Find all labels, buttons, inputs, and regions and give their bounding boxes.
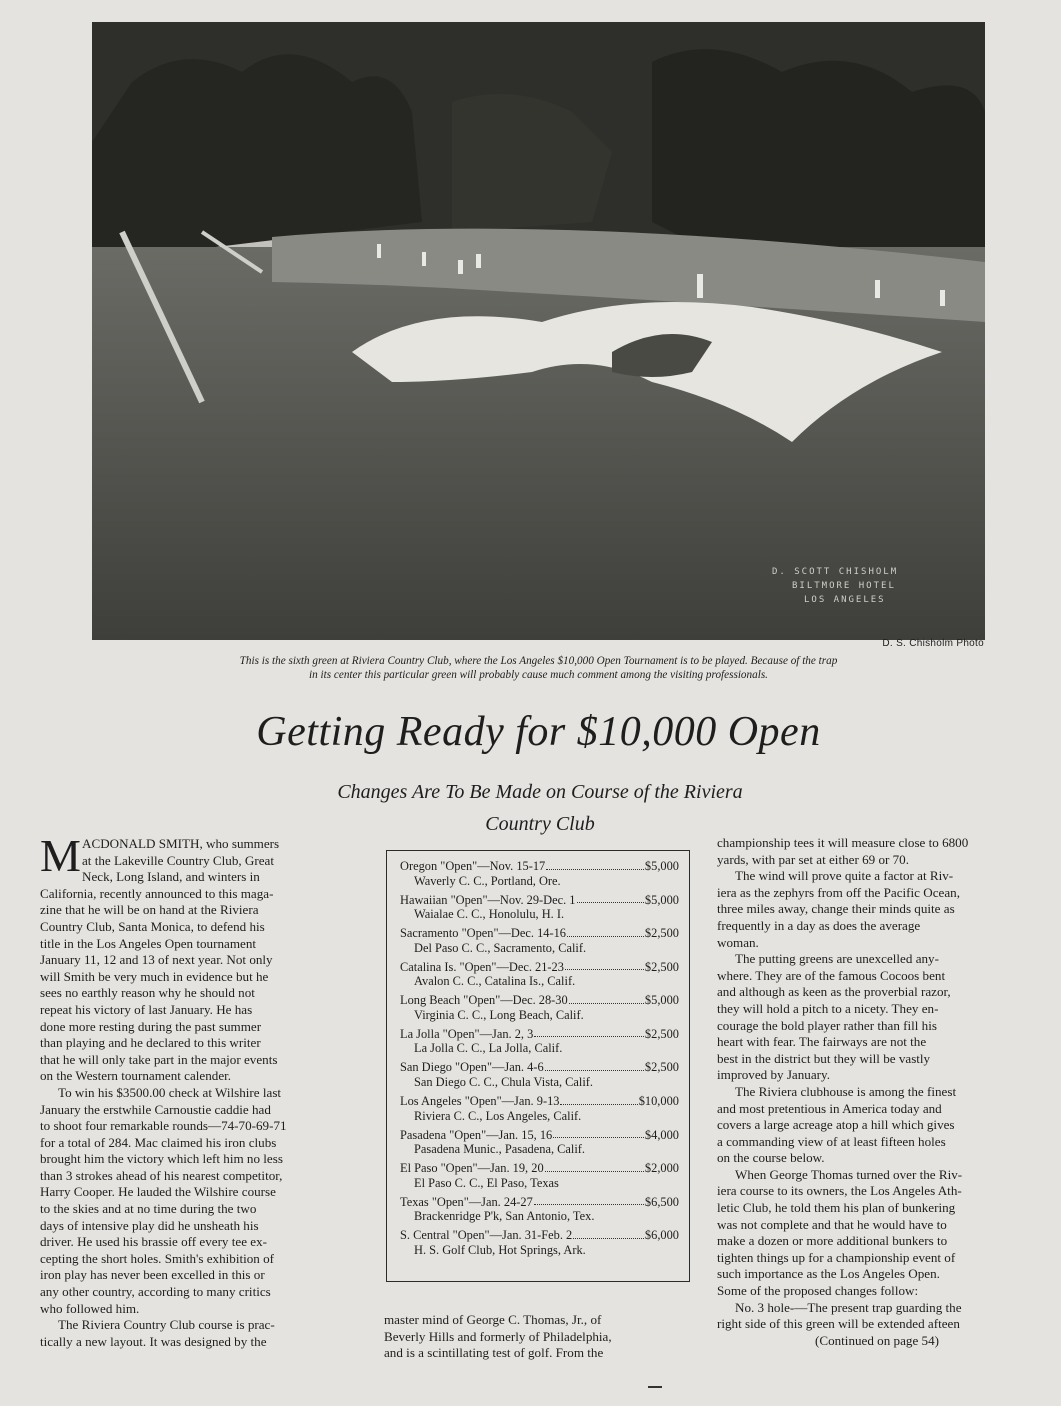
tournament-venue: Brackenridge P'k, San Antonio, Tex. bbox=[414, 1209, 595, 1224]
text-line: done more resting during the past summer bbox=[40, 1018, 262, 1034]
schedule-row bbox=[400, 1228, 679, 1243]
text-line: (Continued on page 54) bbox=[814, 1332, 939, 1348]
tournament-name: La Jolla "Open"—Jan. 2, 3 bbox=[400, 1026, 534, 1041]
tournament-name: San Diego "Open"—Jan. 4-6 bbox=[400, 1060, 544, 1075]
tournament-venue: El Paso C. C., El Paso, Texas bbox=[414, 1175, 559, 1190]
leader-dots bbox=[546, 859, 644, 870]
text-line: letic Club, he told them his plan of bunkering bbox=[717, 1200, 956, 1216]
text-line: The wind will prove quite a factor at Riv- bbox=[735, 868, 954, 884]
text-line: January 11, 12 and 13 of next year. Not only bbox=[40, 952, 273, 968]
tournament-purse: $5,000 bbox=[644, 892, 679, 907]
text-line: to the skies and at no time during the two bbox=[40, 1201, 257, 1217]
column-3 bbox=[717, 835, 1037, 1349]
text-line: When George Thomas turned over the Riv- bbox=[735, 1166, 963, 1182]
leader-dots bbox=[577, 893, 644, 904]
text-line: zine that he will be on hand at the Riviera bbox=[40, 902, 259, 918]
text-line: three miles away, change their minds quite as bbox=[717, 901, 955, 917]
leader-dots bbox=[553, 1128, 644, 1139]
text-line: California, recently announced to this maga- bbox=[40, 885, 274, 901]
text-line: Harry Cooper. He lauded the Wilshire course bbox=[40, 1184, 276, 1200]
text-line: and most pretentious in America today and bbox=[717, 1100, 942, 1116]
photo-caption bbox=[92, 654, 985, 682]
tournament-purse: $5,000 bbox=[644, 993, 679, 1008]
text-line: The putting greens are unexcelled any- bbox=[735, 951, 939, 967]
text-line: such importance as the Los Angeles Open. bbox=[717, 1266, 940, 1282]
tournament-venue: H. S. Golf Club, Hot Springs, Ark. bbox=[414, 1242, 586, 1257]
schedule-row bbox=[400, 1161, 679, 1176]
text-line: To win his $3500.00 check at Wilshire last bbox=[58, 1084, 282, 1100]
text-line: Beverly Hills and formerly of Philadelphia, bbox=[384, 1328, 612, 1344]
text-line: The Riviera Country Club course is prac- bbox=[58, 1317, 275, 1333]
golf-green-photo bbox=[92, 22, 985, 640]
tournament-purse: $10,000 bbox=[638, 1094, 679, 1109]
leader-dots bbox=[565, 960, 644, 971]
schedule-entry bbox=[400, 1027, 679, 1056]
tournament-name: Sacramento "Open"—Dec. 14-16 bbox=[400, 926, 566, 941]
text-line: on the Western tournament calender. bbox=[40, 1068, 232, 1084]
tournament-venue: Waverly C. C., Portland, Ore. bbox=[414, 873, 561, 888]
page-dash bbox=[648, 1386, 662, 1388]
leader-dots bbox=[534, 1195, 644, 1206]
tournament-name: Catalina Is. "Open"—Dec. 21-23 bbox=[400, 959, 564, 974]
schedule-entry bbox=[400, 1128, 679, 1157]
svg-text:LOS ANGELES: LOS ANGELES bbox=[804, 595, 886, 605]
tournament-venue: Virginia C. C., Long Beach, Calif. bbox=[414, 1007, 584, 1022]
text-line: Neck, Long Island, and winters in bbox=[82, 869, 260, 885]
leader-dots bbox=[560, 1094, 637, 1105]
tournament-name: S. Central "Open"—Jan. 31-Feb. 2 bbox=[400, 1228, 573, 1243]
tournament-purse: $5,000 bbox=[644, 859, 679, 873]
text-line: any other country, according to many critics bbox=[40, 1284, 271, 1300]
tournament-name: Long Beach "Open"—Dec. 28-30 bbox=[400, 993, 568, 1008]
tournament-purse: $2,500 bbox=[644, 1026, 679, 1041]
schedule-entry bbox=[400, 893, 679, 922]
text-line: cepting the short holes. Smith's exhibition of bbox=[40, 1250, 275, 1266]
text-line: who followed him. bbox=[40, 1300, 140, 1316]
text-line: to shoot four remarkable rounds—74-70-69-71 bbox=[40, 1118, 287, 1134]
tournament-purse: $2,500 bbox=[644, 1060, 679, 1075]
text-line: brought him the victory which left him no less bbox=[40, 1151, 283, 1167]
text-line: ACDONALD SMITH, who summers bbox=[82, 836, 280, 851]
text-line: than playing and he declared to this writer bbox=[40, 1035, 261, 1051]
schedule-row bbox=[400, 1060, 679, 1075]
text-line: they will hold a pitch to a nicety. They en- bbox=[717, 1000, 939, 1016]
text-line: woman. bbox=[717, 934, 759, 950]
caption-line: This is the sixth green at Riviera Country Club, where the Los Angeles $10,000 Open Tournament is to be played. Because of the trap bbox=[239, 655, 838, 667]
article-subtitle bbox=[230, 776, 850, 840]
text-line: at the Lakeville Country Club, Great bbox=[82, 852, 274, 868]
text-line: sees no earthly reason why he should not bbox=[40, 985, 255, 1001]
text-line: right side of this green will be extended afteen bbox=[717, 1316, 960, 1332]
tournament-venue: San Diego C. C., Chula Vista, Calif. bbox=[414, 1075, 594, 1090]
svg-text:BILTMORE HOTEL: BILTMORE HOTEL bbox=[792, 581, 896, 591]
text-line: on the course below. bbox=[717, 1150, 825, 1166]
tournament-purse: $6,000 bbox=[644, 1228, 679, 1243]
tournament-name: Texas "Open"—Jan. 24-27 bbox=[400, 1194, 533, 1209]
text-line: No. 3 hole-—The present trap guarding the bbox=[735, 1299, 962, 1315]
tournament-name: Pasadena "Open"—Jan. 15, 16 bbox=[400, 1127, 553, 1142]
schedule-row bbox=[400, 1195, 679, 1210]
text-line: yards, with par set at either 69 or 70. bbox=[717, 851, 909, 867]
text-line: where. They are of the famous Cocoos bent bbox=[717, 967, 946, 983]
tournament-name: Oregon "Open"—Nov. 15-17 bbox=[400, 859, 546, 873]
text-line: iera as the zephyrs from off the Pacific Ocean, bbox=[717, 884, 960, 900]
photo-credit: D. S. Chisholm Photo bbox=[882, 638, 984, 649]
text-line: tighten things up for a championship event of bbox=[717, 1249, 956, 1265]
svg-text:D. SCOTT CHISHOLM: D. SCOTT CHISHOLM bbox=[772, 567, 899, 577]
schedule-row bbox=[400, 960, 679, 975]
text-line: January the erstwhile Carnoustie caddie had bbox=[40, 1101, 271, 1117]
schedule-row bbox=[400, 893, 679, 908]
text-line: The Riviera clubhouse is among the finest bbox=[735, 1083, 957, 1099]
leader-dots bbox=[567, 926, 644, 937]
text-line: days of intensive play did he unsheath his bbox=[40, 1217, 259, 1233]
schedule-entry bbox=[400, 859, 679, 888]
subtitle-line: Changes Are To Be Made on Course of the Riviera bbox=[337, 781, 743, 803]
text-line: title in the Los Angeles Open tournament bbox=[40, 935, 257, 951]
column-2 bbox=[384, 1312, 702, 1362]
tournament-name: Hawaiian "Open"—Nov. 29-Dec. 1 bbox=[400, 892, 576, 907]
text-line: driver. He used his brassie off every tee ex- bbox=[40, 1234, 267, 1250]
leader-dots bbox=[569, 993, 644, 1004]
schedule-entry bbox=[400, 926, 679, 955]
leader-dots bbox=[545, 1161, 644, 1172]
schedule-row bbox=[400, 1027, 679, 1042]
schedule-entry bbox=[400, 1060, 679, 1089]
text-line: that he will only take part in the major events bbox=[40, 1051, 278, 1067]
text-line: master mind of George C. Thomas, Jr., of bbox=[384, 1312, 602, 1327]
tournament-purse: $4,000 bbox=[644, 1127, 679, 1142]
text-line: Some of the proposed changes follow: bbox=[717, 1283, 919, 1299]
article-title: Getting Ready for $10,000 Open bbox=[256, 709, 821, 755]
text-line: make a dozen or more additional bunkers to bbox=[717, 1233, 948, 1249]
text-line: heart with fear. The fairways are not the bbox=[717, 1034, 927, 1050]
text-line: improved by January. bbox=[717, 1067, 830, 1083]
text-line: championship tees it will measure close to 6800 bbox=[717, 835, 969, 850]
tournament-name: Los Angeles "Open"—Jan. 9-13 bbox=[400, 1094, 560, 1109]
text-line: than 3 strokes ahead of his nearest competitor, bbox=[40, 1167, 283, 1183]
tournament-purse: $6,500 bbox=[644, 1194, 679, 1209]
leader-dots bbox=[573, 1228, 644, 1239]
photo-illustration bbox=[92, 22, 985, 640]
schedule-row bbox=[400, 926, 679, 941]
leader-dots bbox=[534, 1027, 644, 1038]
text-line: iera course to its owners, the Los Angeles Ath- bbox=[717, 1183, 962, 1199]
text-line: and is a scintillating test of golf. From the bbox=[384, 1345, 604, 1361]
schedule-entry bbox=[400, 1195, 679, 1224]
schedule-row bbox=[400, 1128, 679, 1143]
tournament-venue: Riviera C. C., Los Angeles, Calif. bbox=[414, 1108, 582, 1123]
schedule-row bbox=[400, 993, 679, 1008]
schedule-entry bbox=[400, 1228, 679, 1257]
text-line: Country Club, Santa Monica, to defend his bbox=[40, 918, 265, 934]
text-line: courage the bold player rather than fill his bbox=[717, 1017, 937, 1033]
schedule-entry bbox=[400, 1094, 679, 1123]
schedule-row bbox=[400, 1094, 679, 1109]
text-line: tically a new layout. It was designed by the bbox=[40, 1333, 267, 1349]
schedule-entry bbox=[400, 960, 679, 989]
text-line: repeat his victory of last January. He has bbox=[40, 1001, 253, 1017]
tournament-purse: $2,000 bbox=[644, 1161, 679, 1176]
text-line: best in the district but they will be vastly bbox=[717, 1050, 931, 1066]
column-1 bbox=[40, 830, 370, 1350]
schedule-row bbox=[400, 859, 679, 874]
schedule-entry bbox=[400, 1161, 679, 1190]
text-line: covers a large acreage atop a hill which gives bbox=[717, 1117, 955, 1133]
tournament-venue: Avalon C. C., Catalina Is., Calif. bbox=[414, 974, 576, 989]
tournament-purse: $2,500 bbox=[644, 926, 679, 941]
tournament-venue: Pasadena Munic., Pasadena, Calif. bbox=[414, 1142, 586, 1157]
leader-dots bbox=[545, 1060, 644, 1071]
text-line: a commanding view of at least fifteen holes bbox=[717, 1133, 946, 1149]
caption-line: in its center this particular green will probably cause much comment among the visiting professionals. bbox=[309, 669, 768, 681]
tournament-venue: Waialae C. C., Honolulu, H. I. bbox=[414, 907, 565, 922]
text-line: will Smith be very much in evidence but he bbox=[40, 968, 269, 984]
text-line: for a total of 284. Mac claimed his iron clubs bbox=[40, 1134, 277, 1150]
subtitle-line: Country Club bbox=[485, 813, 595, 835]
text-line: was not complete and that he would have to bbox=[717, 1216, 947, 1232]
tournament-venue: La Jolla C. C., La Jolla, Calif. bbox=[414, 1041, 563, 1056]
schedule-entry bbox=[400, 993, 679, 1022]
tournament-purse: $2,500 bbox=[644, 959, 679, 974]
tournament-schedule-box bbox=[386, 850, 690, 1282]
tournament-venue: Del Paso C. C., Sacramento, Calif. bbox=[414, 940, 587, 955]
drop-cap: M bbox=[40, 830, 81, 881]
text-line: iron play has never been excelled in this or bbox=[40, 1267, 265, 1283]
tournament-name: El Paso "Open"—Jan. 19, 20 bbox=[400, 1161, 544, 1176]
text-line: and although as keen as the proverbial razor, bbox=[717, 984, 951, 1000]
text-line: frequently in a day as does the average bbox=[717, 917, 921, 933]
